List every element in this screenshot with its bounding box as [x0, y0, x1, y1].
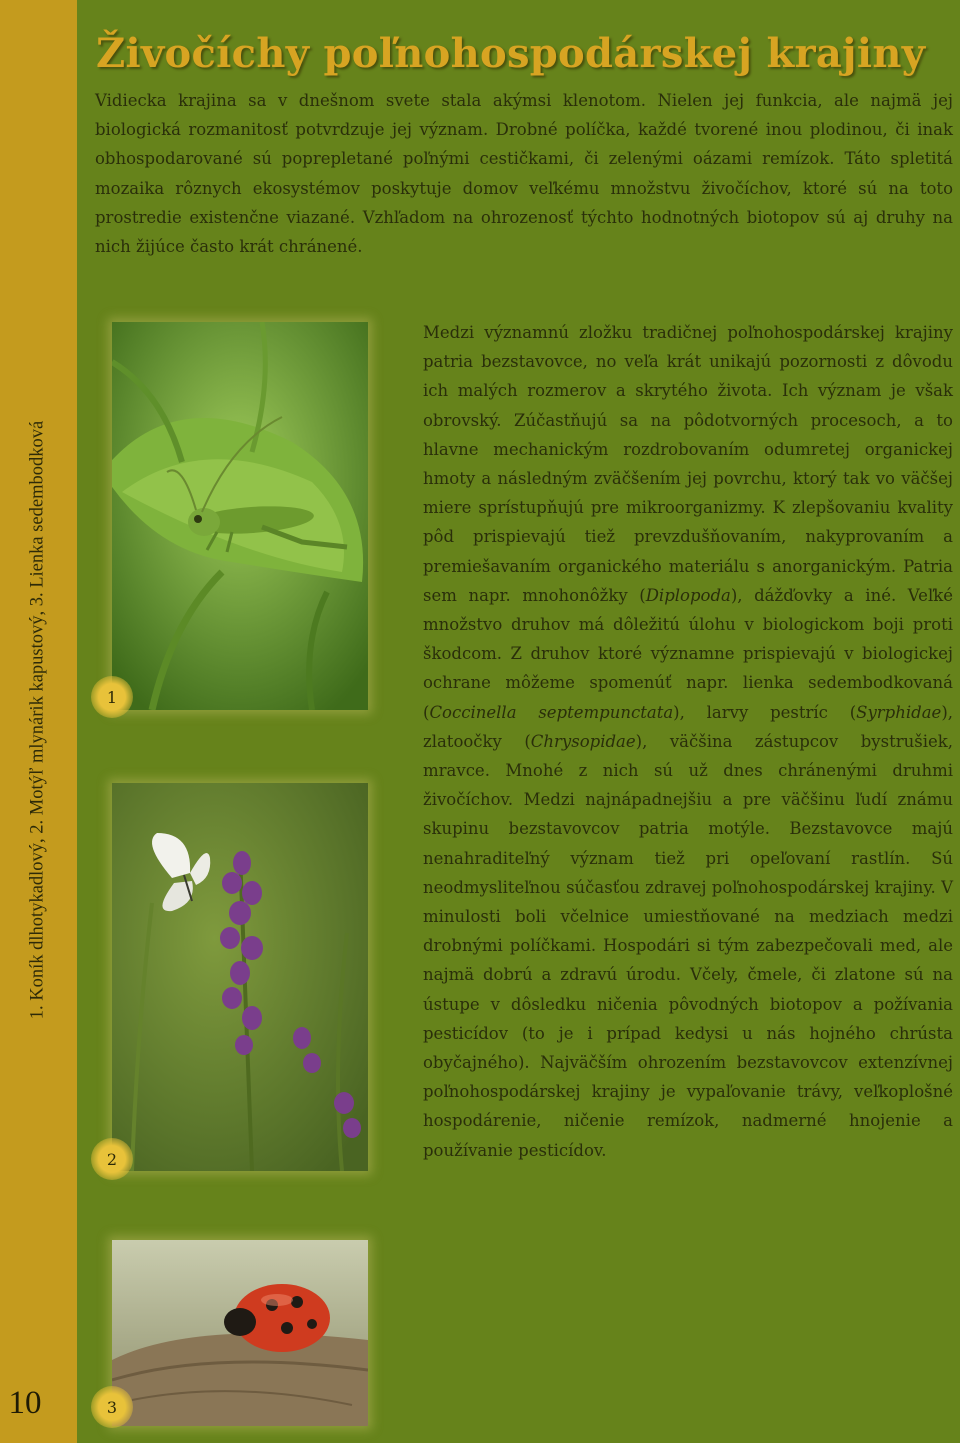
page-number: 10 — [8, 1385, 42, 1421]
photo-butterfly — [112, 783, 368, 1171]
photo-badge-2: 2 — [91, 1138, 133, 1180]
left-sidebar — [0, 0, 77, 1443]
latin-name-diplopoda: Diplopoda — [645, 585, 731, 605]
photo-grasshopper — [112, 322, 368, 710]
photo-badge-3: 3 — [91, 1386, 133, 1428]
latin-name-chrysopidae: Chrysopidae — [530, 731, 636, 751]
latin-name-syrphidae: Syrphidae — [856, 702, 942, 722]
body-text-part-4: ), zlatoočky ( — [423, 702, 953, 751]
photo-badge-1: 1 — [91, 676, 133, 718]
body-text-part-3: ), larvy pestríc ( — [673, 702, 857, 722]
body-text-part-2: ), dážďovky a iné. Veľké množstvo druhov má dôležitú úlohu v biologickom boji proti škodcom. Z druhov ktoré významne prispievajú v biologickej ochrane môžeme spomenúť napr. lienka sedembodkovaná ( — [423, 585, 953, 722]
intro-paragraph: Vidiecka krajina sa v dnešnom svete stala akýmsi klenotom. Nielen jej funkcia, ale najmä jej biologická rozmanitosť potvrdzuje jej význam. Drobné políčka, každé tvorené inou plodinou, či inak obhospodarované sú poprepletané poľnými cestičkami, či zelenými oázami remízok. Táto spletitá mozaika rôznych ekosystémov poskytuje domov veľkému množstvu živočíchov, ktoré sú na toto prostredie existenčne viazané. Vzhľadom na ohrozenosť týchto hodnotných biotopov sú aj druhy na nich žijúce často krát chránené. — [95, 91, 953, 257]
body-text-part-5: ), väčšina zástupcov bystrušiek, mravce. Mnohé z nich sú už dnes chránenými druhmi živočíchov. Medzi najnápadnejšiu a pre väčšinu ľudí známu skupinu bezstavovcov patria motýle. Bezstavovce majú nenahraditeľný význam tiež pri opeľovaní rastlín. Sú neodmysliteľnou súčasťou zdravej poľnohospodárskej krajiny. V minulosti boli včelnice umiestňované na medziach medzi drobnými políčkami. Hospodári si tým zabezpečovali med, ale najmä dobrú a zdravú úrodu. Včely, čmele, či zlatone sú na ústupe v dôsledku ničenia pôvodných biotopov a požívania pesticídov (to je i prípad kedysi u nás hojného chrústa obyčajného). Najväčším ohrozením bezstavovcov extenzívnej poľnohospodárskej krajiny je vypaľovanie trávy, veľkoplošné hospodárenie, ničenie remízok, nadmerné hnojenie a používanie pesticídov. — [423, 731, 953, 1160]
body-text-part-1: Medzi významnú zložku tradičnej poľnohospodárskej krajiny patria bezstavovce, no veľa krát unikajú pozornosti z dôvodu ich malých rozmerov a skrytého života. Ich význam je však obrovský. Zúčastňujú sa na pôdotvorných procesoch, a to hlavne mechanickým rozdrobovaním odumretej organickej hmoty a následným zväčšením jej povrchu, ktorý tak vo väčšej miere sprístupňujú pre mikroorganizmy. K zlepšovaniu kvality pôd prispievajú tiež prevzdušňovaním, nakyprovaním a premiešavaním organického materiálu s anorganickým. Patria sem napr. mnohonôžky ( — [423, 323, 953, 605]
photo-ladybird — [112, 1240, 368, 1426]
latin-name-coccinella: Coccinella septempunctata — [429, 702, 674, 722]
page-title: Živočíchy poľnohospodárskej krajiny — [96, 30, 926, 77]
photo-captions: 1. Koník dlhotykadlový, 2. Motýľ mlynárik kapustový, 3. Lienka sedembodková — [27, 420, 48, 1020]
body-paragraph — [423, 318, 953, 1165]
